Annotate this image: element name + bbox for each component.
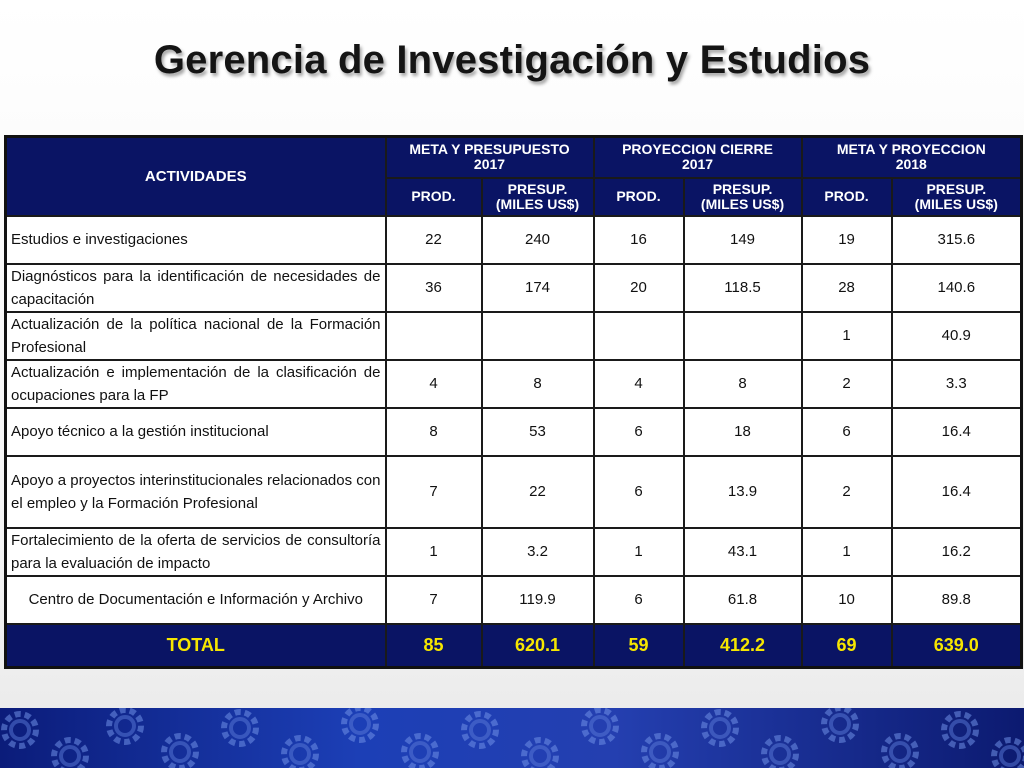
value-cell: 53 <box>482 408 594 456</box>
value-cell: 315.6 <box>892 216 1022 264</box>
header-group-meta-2018: META Y PROYECCION 2018 <box>802 137 1022 178</box>
header-group-meta-2017: META Y PRESUPUESTO 2017 <box>386 137 594 178</box>
gear-pattern <box>0 708 1024 768</box>
header-row-groups <box>6 137 1022 178</box>
value-cell: 43.1 <box>684 528 802 576</box>
value-cell <box>386 312 482 360</box>
total-value: 69 <box>802 624 892 668</box>
value-cell: 13.9 <box>684 456 802 528</box>
value-cell: 3.3 <box>892 360 1022 408</box>
value-cell: 16.4 <box>892 408 1022 456</box>
total-value: 412.2 <box>684 624 802 668</box>
activity-cell: Actualización e implementación de la clasificación de ocupaciones para la FP <box>6 360 386 408</box>
total-label: TOTAL <box>6 624 386 668</box>
value-cell: 18 <box>684 408 802 456</box>
value-cell: 1 <box>802 312 892 360</box>
value-cell: 8 <box>482 360 594 408</box>
value-cell: 2 <box>802 360 892 408</box>
value-cell: 4 <box>386 360 482 408</box>
total-value: 85 <box>386 624 482 668</box>
value-cell <box>594 312 684 360</box>
header-presup: PRESUP. (MILES US$) <box>892 178 1022 216</box>
value-cell: 6 <box>594 456 684 528</box>
value-cell: 16 <box>594 216 684 264</box>
value-cell: 36 <box>386 264 482 312</box>
value-cell: 2 <box>802 456 892 528</box>
value-cell <box>482 312 594 360</box>
header-presup: PRESUP. (MILES US$) <box>482 178 594 216</box>
decorative-gear-banner <box>0 708 1024 768</box>
value-cell: 7 <box>386 576 482 624</box>
activities-table <box>4 135 1023 669</box>
value-cell: 6 <box>594 408 684 456</box>
value-cell: 7 <box>386 456 482 528</box>
value-cell: 4 <box>594 360 684 408</box>
header-presup: PRESUP. (MILES US$) <box>684 178 802 216</box>
header-group-proyeccion-2017: PROYECCION CIERRE 2017 <box>594 137 802 178</box>
activity-cell: Diagnósticos para la identificación de necesidades de capacitación <box>6 264 386 312</box>
value-cell: 1 <box>386 528 482 576</box>
activity-cell: Estudios e investigaciones <box>6 216 386 264</box>
total-value: 59 <box>594 624 684 668</box>
table-row <box>6 360 1022 408</box>
value-cell: 16.4 <box>892 456 1022 528</box>
value-cell: 19 <box>802 216 892 264</box>
total-value: 639.0 <box>892 624 1022 668</box>
table-row <box>6 216 1022 264</box>
table-row <box>6 408 1022 456</box>
value-cell: 61.8 <box>684 576 802 624</box>
value-cell: 28 <box>802 264 892 312</box>
value-cell: 140.6 <box>892 264 1022 312</box>
table-row <box>6 576 1022 624</box>
total-row <box>6 624 1022 668</box>
value-cell: 1 <box>802 528 892 576</box>
table-row <box>6 456 1022 528</box>
header-prod: PROD. <box>386 178 482 216</box>
value-cell: 6 <box>802 408 892 456</box>
value-cell <box>684 312 802 360</box>
value-cell: 1 <box>594 528 684 576</box>
value-cell: 240 <box>482 216 594 264</box>
value-cell: 3.2 <box>482 528 594 576</box>
value-cell: 8 <box>386 408 482 456</box>
value-cell: 89.8 <box>892 576 1022 624</box>
value-cell: 149 <box>684 216 802 264</box>
value-cell: 20 <box>594 264 684 312</box>
value-cell: 119.9 <box>482 576 594 624</box>
table-row <box>6 264 1022 312</box>
activity-cell: Fortalecimiento de la oferta de servicios de consultoría para la evaluación de impacto <box>6 528 386 576</box>
value-cell: 40.9 <box>892 312 1022 360</box>
header-prod: PROD. <box>802 178 892 216</box>
activity-cell: Apoyo técnico a la gestión institucional <box>6 408 386 456</box>
value-cell: 22 <box>386 216 482 264</box>
value-cell: 10 <box>802 576 892 624</box>
value-cell: 6 <box>594 576 684 624</box>
value-cell: 118.5 <box>684 264 802 312</box>
table-row <box>6 528 1022 576</box>
table-row <box>6 312 1022 360</box>
value-cell: 8 <box>684 360 802 408</box>
activity-cell: Actualización de la política nacional de la Formación Profesional <box>6 312 386 360</box>
value-cell: 22 <box>482 456 594 528</box>
value-cell: 174 <box>482 264 594 312</box>
header-prod: PROD. <box>594 178 684 216</box>
activity-cell: Centro de Documentación e Información y Archivo <box>6 576 386 624</box>
value-cell: 16.2 <box>892 528 1022 576</box>
header-actividades: ACTIVIDADES <box>6 137 386 216</box>
activity-cell: Apoyo a proyectos interinstitucionales relacionados con el empleo y la Formación Profesional <box>6 456 386 528</box>
total-value: 620.1 <box>482 624 594 668</box>
page-title: Gerencia de Investigación y Estudios <box>153 38 871 82</box>
